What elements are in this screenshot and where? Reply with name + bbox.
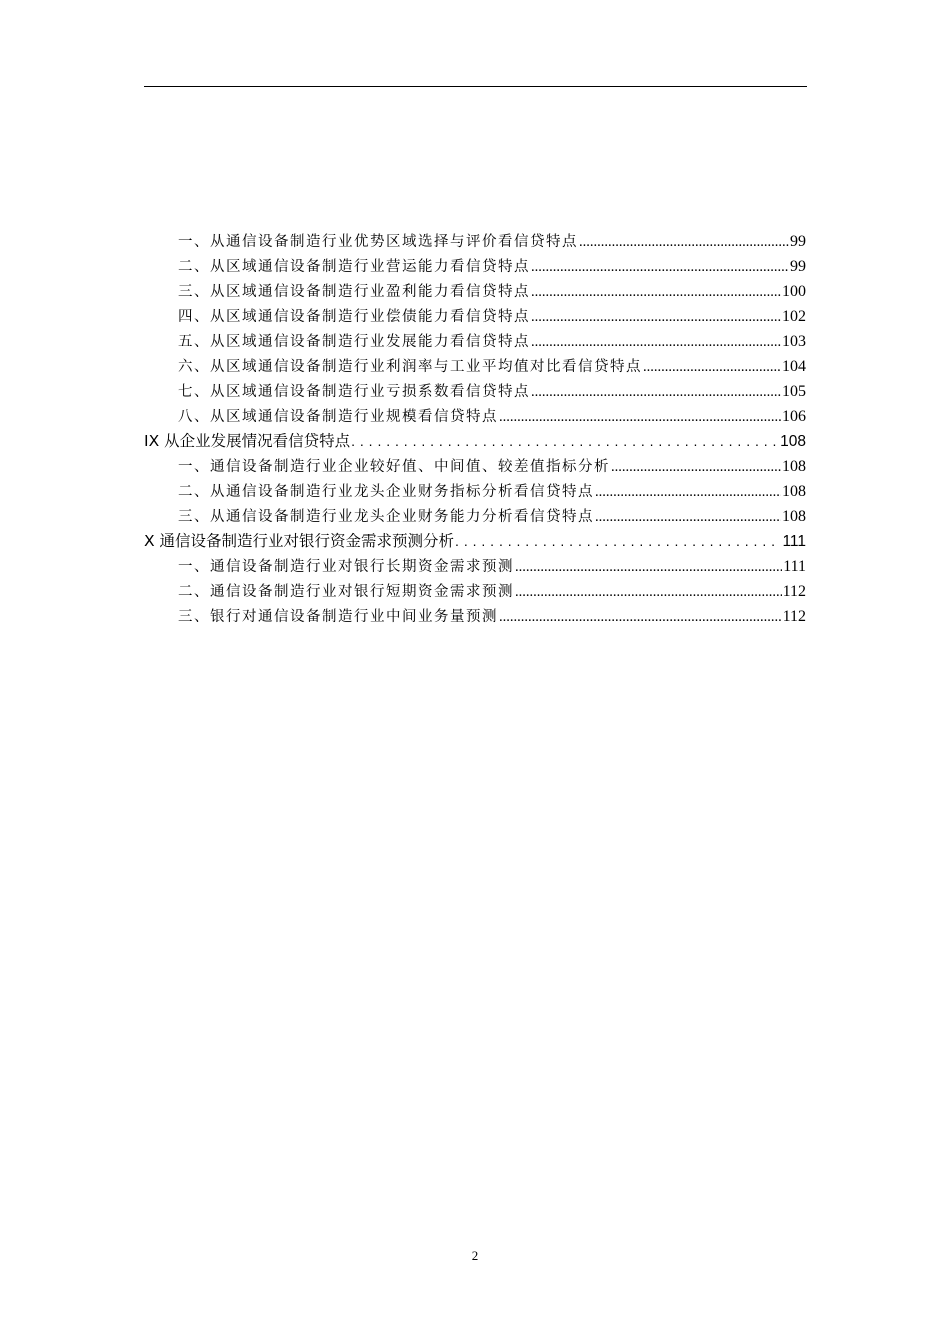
toc-entry-page: 100	[782, 283, 806, 300]
toc-entry-page: 106	[782, 408, 806, 425]
table-of-contents	[144, 229, 806, 629]
toc-entry-page: 99	[790, 258, 806, 275]
toc-entry[interactable]	[144, 229, 806, 254]
toc-entry-page: 108	[782, 483, 806, 500]
toc-entry-page: 104	[782, 358, 806, 375]
toc-entry-title: 五、从区域通信设备制造行业发展能力看信贷特点	[178, 334, 530, 350]
toc-chapter-title: IX 从企业发展情况看信贷特点	[144, 432, 351, 450]
toc-chapter-entry[interactable]	[144, 429, 806, 454]
toc-entry-page: 99	[790, 233, 806, 250]
toc-entry-page: 102	[782, 308, 806, 325]
toc-dot-leader	[515, 580, 782, 604]
toc-entry[interactable]	[144, 554, 806, 579]
toc-entry-page: 108	[782, 458, 806, 475]
toc-dot-leader	[515, 555, 782, 579]
toc-entry-page: 103	[782, 333, 806, 350]
toc-entry-page: 111	[783, 558, 806, 575]
toc-entry[interactable]	[144, 579, 806, 604]
toc-entry[interactable]	[144, 504, 806, 529]
toc-chapter-entry[interactable]	[144, 529, 806, 554]
toc-entry-page: 108	[782, 508, 806, 525]
toc-dot-leader	[531, 380, 781, 404]
toc-dot-leader	[499, 405, 781, 429]
toc-entry-title: 八、从区域通信设备制造行业规模看信贷特点	[178, 409, 498, 425]
toc-entry[interactable]	[144, 454, 806, 479]
toc-entry-title: 一、从通信设备制造行业优势区域选择与评价看信贷特点	[178, 234, 578, 250]
toc-entry-title: 三、银行对通信设备制造行业中间业务量预测	[178, 609, 498, 625]
toc-entry[interactable]	[144, 604, 806, 629]
toc-entry[interactable]	[144, 279, 806, 304]
toc-dot-leader	[531, 330, 781, 354]
toc-chapter-page: 108	[780, 433, 806, 450]
toc-entry-title: 四、从区域通信设备制造行业偿债能力看信贷特点	[178, 309, 530, 325]
toc-dot-leader	[499, 605, 782, 629]
toc-chapter-page: 111	[782, 533, 806, 550]
toc-entry[interactable]	[144, 479, 806, 504]
toc-entry[interactable]	[144, 329, 806, 354]
toc-entry-page: 112	[782, 608, 806, 625]
toc-dot-leader	[351, 429, 779, 454]
toc-entry-title: 六、从区域通信设备制造行业利润率与工业平均值对比看信贷特点	[178, 359, 642, 375]
toc-entry-title: 二、从区域通信设备制造行业营运能力看信贷特点	[178, 259, 530, 275]
toc-entry-title: 七、从区域通信设备制造行业亏损系数看信贷特点	[178, 384, 530, 400]
toc-dot-leader	[531, 255, 789, 279]
toc-entry-page: 112	[782, 583, 806, 600]
toc-entry-page: 105	[782, 383, 806, 400]
toc-entry[interactable]	[144, 304, 806, 329]
toc-dot-leader	[455, 529, 781, 554]
toc-dot-leader	[595, 480, 781, 504]
toc-dot-leader	[595, 505, 781, 529]
toc-entry-title: 一、通信设备制造行业对银行长期资金需求预测	[178, 559, 514, 575]
header-rule	[144, 86, 807, 87]
toc-dot-leader	[531, 305, 781, 329]
toc-entry-title: 二、从通信设备制造行业龙头企业财务指标分析看信贷特点	[178, 484, 594, 500]
toc-entry[interactable]	[144, 254, 806, 279]
toc-entry[interactable]	[144, 354, 806, 379]
toc-dot-leader	[643, 355, 781, 379]
toc-dot-leader	[531, 280, 781, 304]
page-number: 2	[471, 1248, 479, 1263]
toc-entry-title: 一、通信设备制造行业企业较好值、中间值、较差值指标分析	[178, 459, 610, 475]
toc-entry-title: 三、从通信设备制造行业龙头企业财务能力分析看信贷特点	[178, 509, 594, 525]
toc-entry-title: 二、通信设备制造行业对银行短期资金需求预测	[178, 584, 514, 600]
toc-entry[interactable]	[144, 404, 806, 429]
toc-chapter-title: X 通信设备制造行业对银行资金需求预测分析	[144, 532, 455, 550]
toc-dot-leader	[611, 455, 781, 479]
toc-entry[interactable]	[144, 379, 806, 404]
toc-entry-title: 三、从区域通信设备制造行业盈利能力看信贷特点	[178, 284, 530, 300]
toc-dot-leader	[579, 230, 789, 254]
